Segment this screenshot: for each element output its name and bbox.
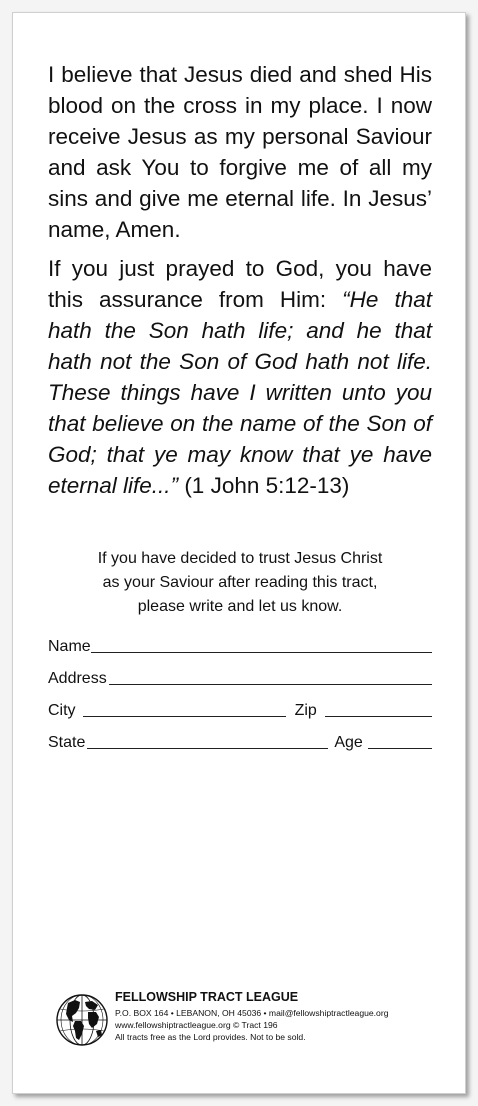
publisher-info xyxy=(115,989,388,1043)
invite-line-3: please write and let us know. xyxy=(137,598,343,615)
zip-blank-line[interactable] xyxy=(325,716,432,717)
globe-map-icon xyxy=(55,993,109,1047)
address-label: Address xyxy=(48,670,107,687)
assurance-intro: If you just prayed to God, you have this assurance from Him: xyxy=(48,256,432,312)
publisher-footer xyxy=(55,989,435,1059)
age-label: Age xyxy=(334,734,363,751)
address-blank-line[interactable] xyxy=(109,684,432,685)
state-age-row xyxy=(48,730,432,752)
response-invitation xyxy=(48,547,432,619)
invite-line-1: If you have decided to trust Jesus Christ xyxy=(97,550,383,567)
assurance-paragraph xyxy=(48,253,432,501)
state-blank-line[interactable] xyxy=(87,748,328,749)
salvation-prayer: I believe that Jesus died and shed His blood on the cross in my place. I now receive Jesus as my personal Saviour and ask You to forgive me of all my sins and give me eternal life. In Jesus’ name, Amen. xyxy=(48,62,432,242)
scripture-reference: (1 John 5:12-13) xyxy=(178,473,350,498)
age-blank-line[interactable] xyxy=(368,748,432,749)
free-notice: All tracts free as the Lord provides. Not to be sold. xyxy=(115,1032,306,1042)
city-label: City xyxy=(48,702,76,719)
city-zip-row xyxy=(48,698,432,720)
city-blank-line[interactable] xyxy=(83,716,286,717)
name-label: Name xyxy=(48,638,91,655)
zip-label: Zip xyxy=(294,702,317,719)
website-and-tract-number: www.fellowshiptractleague.org © Tract 196 xyxy=(115,1020,278,1030)
name-blank-line[interactable] xyxy=(91,652,432,653)
name-row xyxy=(48,634,432,656)
state-label: State xyxy=(48,734,86,751)
organization-name: FELLOWSHIP TRACT LEAGUE xyxy=(115,990,299,1004)
mailing-address: P.O. BOX 164 • LEBANON, OH 45036 • mail@fellowshiptractleague.org xyxy=(115,1008,389,1018)
scripture-quote: “He that hath the Son hath life; and he that hath not the Son of God hath not life. These things have I written unto you that believe on the name of the Son of God; that ye may know that ye have eternal life...” xyxy=(48,287,432,498)
tract-page xyxy=(12,12,466,1094)
address-row xyxy=(48,666,432,688)
invite-line-2: as your Saviour after reading this tract, xyxy=(102,574,378,591)
